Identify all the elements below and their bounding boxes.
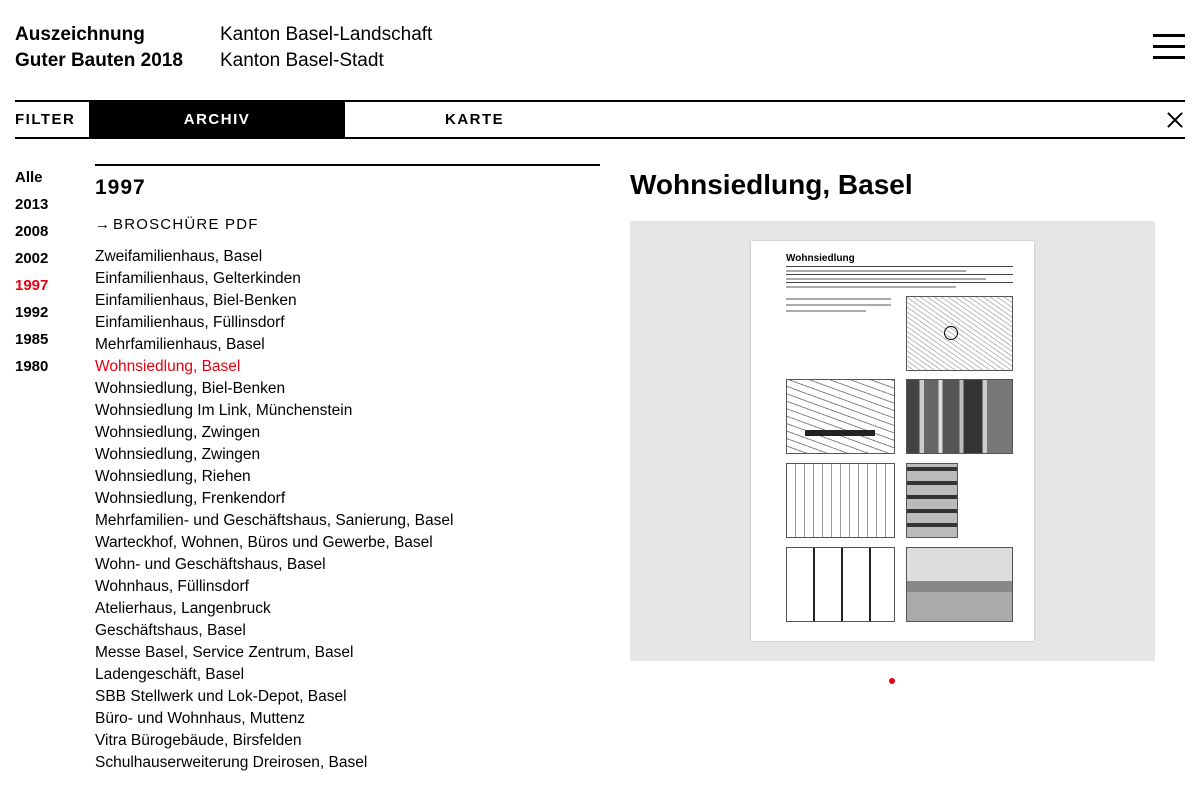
- project-list-item[interactable]: Wohnsiedlung, Riehen: [95, 468, 251, 485]
- page-rule: [786, 282, 1013, 283]
- menu-bar: [1153, 34, 1185, 37]
- plan-building-block: [805, 430, 875, 436]
- year-filter-item[interactable]: 2002: [15, 250, 49, 267]
- facade-photo: [906, 379, 1013, 454]
- project-list-item[interactable]: Wohn- und Geschäftshaus, Basel: [95, 556, 326, 573]
- brochure-image-viewer[interactable]: [630, 221, 1155, 661]
- project-list-item[interactable]: Wohnsiedlung Im Link, Münchenstein: [95, 402, 353, 419]
- project-list-item[interactable]: Mehrfamilien- und Geschäftshaus, Sanierung, Basel: [95, 512, 454, 529]
- page-text-line: [786, 310, 866, 312]
- year-filter-list: [15, 164, 85, 380]
- floor-plan-drawing: [786, 547, 895, 622]
- arrow-right-icon: →: [95, 216, 112, 233]
- site-title-line1: Auszeichnung: [15, 24, 145, 45]
- canton-names: [220, 22, 432, 74]
- project-list-item[interactable]: Atelierhaus, Langenbruck: [95, 600, 271, 617]
- project-list-item[interactable]: Büro- und Wohnhaus, Muttenz: [95, 710, 305, 727]
- project-list-item[interactable]: Wohnsiedlung, Basel: [95, 358, 241, 375]
- hamburger-menu-icon[interactable]: [1153, 34, 1185, 60]
- project-list: [95, 246, 600, 774]
- street-photo: [906, 547, 1013, 622]
- project-list-item[interactable]: Ladengeschäft, Basel: [95, 666, 245, 683]
- project-list-item[interactable]: Wohnhaus, Füllinsdorf: [95, 578, 249, 595]
- project-list-item[interactable]: Warteckhof, Wohnen, Büros und Gewerbe, Basel: [95, 534, 433, 551]
- project-list-item[interactable]: Wohnsiedlung, Zwingen: [95, 446, 261, 463]
- project-list-item[interactable]: Zweifamilienhaus, Basel: [95, 248, 263, 265]
- tab-archiv[interactable]: ARCHIV: [89, 102, 345, 137]
- project-list-item[interactable]: Einfamilienhaus, Gelterkinden: [95, 270, 301, 287]
- project-list-item[interactable]: Einfamilienhaus, Biel-Benken: [95, 292, 297, 309]
- close-icon[interactable]: [1165, 110, 1185, 130]
- year-filter-item[interactable]: 1997: [15, 277, 49, 294]
- year-filter-item[interactable]: 1985: [15, 331, 49, 348]
- page-rule: [786, 274, 1013, 275]
- canton-basel-stadt: Kanton Basel-Stadt: [220, 50, 384, 71]
- elevation-drawing: [786, 463, 895, 538]
- tab-filter[interactable]: FILTER: [15, 111, 76, 128]
- site-title[interactable]: [15, 22, 183, 74]
- brochure-page-heading: Wohnsiedlung: [786, 253, 855, 264]
- site-header: [15, 22, 1185, 82]
- brochure-page-image: [751, 241, 1034, 641]
- balcony-photo: [906, 463, 958, 538]
- page-text-line: [786, 270, 966, 272]
- site-map-image: [906, 296, 1013, 371]
- page-rule: [786, 266, 1013, 267]
- project-list-item[interactable]: Geschäftshaus, Basel: [95, 622, 246, 639]
- year-filter-item[interactable]: Alle: [15, 169, 43, 186]
- canton-basel-landschaft: Kanton Basel-Landschaft: [220, 24, 433, 45]
- project-list-item[interactable]: Vitra Bürogebäude, Birsfelden: [95, 732, 302, 749]
- page-text-line: [786, 286, 956, 288]
- site-plan-image: [786, 379, 895, 454]
- project-list-item[interactable]: Schulhauserweiterung Dreirosen, Basel: [95, 754, 368, 771]
- project-list-item[interactable]: SBB Stellwerk und Lok-Depot, Basel: [95, 688, 347, 705]
- project-list-item[interactable]: Wohnsiedlung, Biel-Benken: [95, 380, 286, 397]
- year-filter-item[interactable]: 2008: [15, 223, 49, 240]
- project-list-column: [95, 164, 600, 774]
- brochure-pdf-link[interactable]: [95, 215, 600, 235]
- slide-indicator-dot[interactable]: [889, 678, 895, 684]
- project-list-item[interactable]: Mehrfamilienhaus, Basel: [95, 336, 265, 353]
- year-filter-item[interactable]: 1992: [15, 304, 49, 321]
- project-list-item[interactable]: Wohnsiedlung, Zwingen: [95, 424, 261, 441]
- menu-bar: [1153, 56, 1185, 59]
- project-list-item[interactable]: Messe Basel, Service Zentrum, Basel: [95, 644, 354, 661]
- brochure-pdf-label: BROSCHÜRE PDF: [113, 216, 259, 233]
- tab-karte[interactable]: KARTE: [445, 111, 505, 128]
- page-text-line: [786, 304, 891, 306]
- location-circle-icon: [944, 326, 958, 340]
- year-filter-item[interactable]: 2013: [15, 196, 49, 213]
- main-nav: [15, 100, 1185, 139]
- site-title-line2: Guter Bauten 2018: [15, 50, 183, 71]
- menu-bar: [1153, 45, 1185, 48]
- page-text-line: [786, 298, 891, 300]
- year-filter-item[interactable]: 1980: [15, 358, 49, 375]
- page-text-line: [786, 278, 986, 280]
- year-heading: 1997: [95, 176, 146, 199]
- project-title: Wohnsiedlung, Basel: [630, 169, 913, 200]
- project-list-item[interactable]: Wohnsiedlung, Frenkendorf: [95, 490, 286, 507]
- project-list-item[interactable]: Einfamilienhaus, Füllinsdorf: [95, 314, 285, 331]
